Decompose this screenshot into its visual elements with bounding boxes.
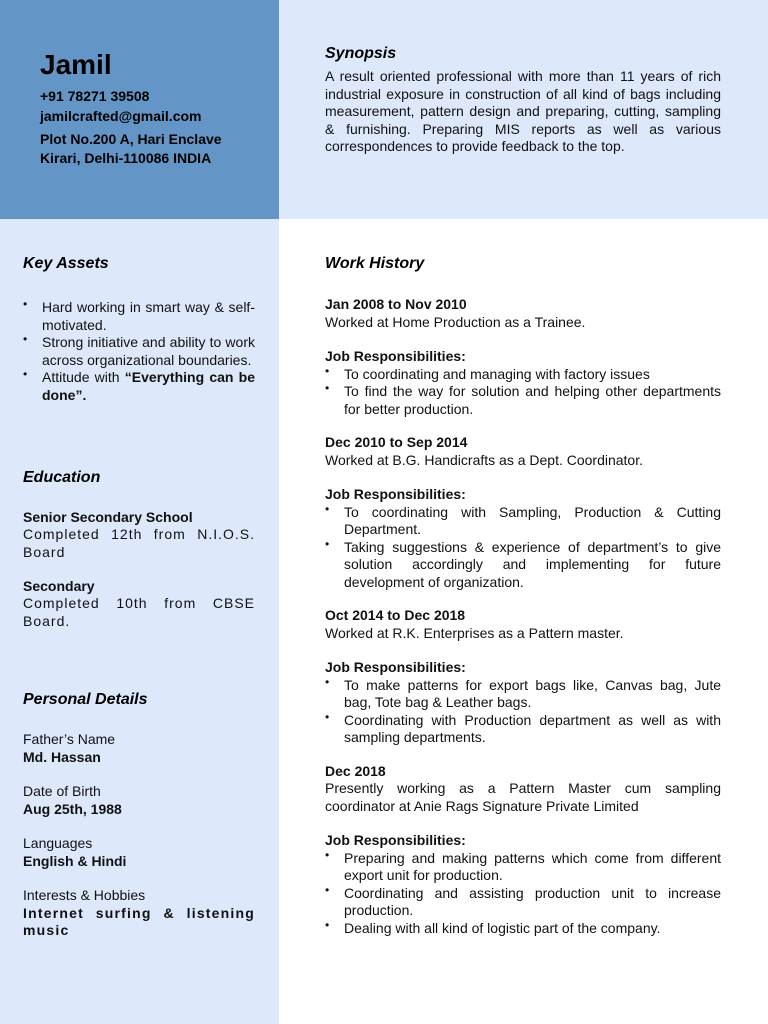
education-entry-title: Secondary bbox=[23, 578, 95, 594]
job-responsibilities-list bbox=[325, 677, 721, 747]
job-entry bbox=[325, 434, 721, 591]
job-entry bbox=[325, 607, 721, 747]
work-history-section bbox=[325, 254, 721, 937]
contact-block bbox=[40, 48, 270, 167]
education-entry bbox=[23, 577, 255, 630]
personal-detail bbox=[23, 835, 255, 870]
dob-label: Date of Birth bbox=[23, 783, 101, 799]
responsibility-item: • To make patterns for export bags like, Canvas bag, Jute bag, Tote bag & Leather bags. bbox=[325, 677, 721, 712]
phone-number: +91 78271 39508 bbox=[40, 88, 150, 104]
education-entry-title: Senior Secondary School bbox=[23, 509, 193, 525]
dob-value: Aug 25th, 1988 bbox=[23, 800, 122, 817]
email-address: jamilcrafted@gmail.com bbox=[40, 108, 202, 124]
languages-value: English & Hindi bbox=[23, 852, 127, 869]
responsibility-item: • Taking suggestions & experience of department’s to give solution accordingly and implementing for future development of organization. bbox=[325, 539, 721, 592]
key-asset-emphasis: “Everything can be done”. bbox=[42, 369, 255, 403]
personal-detail bbox=[23, 887, 255, 940]
job-responsibilities-list bbox=[325, 366, 721, 419]
responsibility-item: • Preparing and making patterns which come from different export unit for production. bbox=[325, 850, 721, 885]
responsibility-item: • To coordinating and managing with factory issues bbox=[325, 366, 721, 384]
job-responsibilities-list bbox=[325, 504, 721, 592]
interests-value: Internet surfing & listening music bbox=[23, 904, 255, 938]
responsibility-item: • Dealing with all kind of logistic part of the company. bbox=[325, 920, 721, 938]
education-title: Education bbox=[23, 469, 101, 486]
job-responsibilities-title: Job Responsibilities: bbox=[325, 659, 466, 675]
job-entry bbox=[325, 296, 721, 418]
responsibility-item: • To coordinating with Sampling, Production & Cutting Department. bbox=[325, 504, 721, 539]
education-section bbox=[23, 468, 255, 630]
responsibility-item: • Coordinating with Production department as well as with sampling departments. bbox=[325, 712, 721, 747]
responsibility-item: • Coordinating and assisting production unit to increase production. bbox=[325, 885, 721, 920]
fathers-name-label: Father’s Name bbox=[23, 731, 116, 747]
job-responsibilities-title: Job Responsibilities: bbox=[325, 832, 466, 848]
job-description: Worked at R.K. Enterprises as a Pattern master. bbox=[325, 624, 624, 641]
job-responsibilities-list bbox=[325, 850, 721, 938]
synopsis-text: A result oriented professional with more than 11 years of rich industrial exposure in construction of all kind of bags including measurement, pattern design and preparing, cutting, sampling & furnishing. Preparing MIS reports as well as various correspondences to provide feedback to the top. bbox=[325, 68, 721, 154]
job-period: Jan 2008 to Nov 2010 bbox=[325, 296, 467, 312]
education-entry-text: Completed 12th from N.I.O.S. Board bbox=[23, 526, 255, 560]
key-asset-item bbox=[23, 299, 255, 334]
responsibility-item: • To find the way for solution and helping other departments for better production. bbox=[325, 383, 721, 418]
candidate-name: Jamil bbox=[40, 49, 112, 80]
job-responsibilities-title: Job Responsibilities: bbox=[325, 348, 466, 364]
personal-detail bbox=[23, 731, 255, 766]
languages-label: Languages bbox=[23, 835, 93, 851]
job-description: Presently working as a Pattern Master cum sampling coordinator at Anie Rags Signature Private Limited bbox=[325, 780, 721, 814]
fathers-name-value: Md. Hassan bbox=[23, 748, 101, 765]
education-entry-text: Completed 10th from CBSE Board. bbox=[23, 595, 255, 629]
key-asset-text: Strong initiative and ability to work across organizational boundaries. bbox=[42, 334, 255, 368]
job-period: Oct 2014 to Dec 2018 bbox=[325, 607, 466, 623]
personal-details-section bbox=[23, 690, 255, 940]
job-period: Dec 2010 to Sep 2014 bbox=[325, 434, 468, 450]
job-responsibilities-title: Job Responsibilities: bbox=[325, 486, 466, 502]
address-line-1: Plot No.200 A, Hari Enclave bbox=[40, 131, 222, 147]
key-asset-text: Attitude with bbox=[42, 369, 125, 385]
synopsis-section bbox=[325, 44, 721, 156]
work-history-title: Work History bbox=[325, 255, 425, 272]
job-period: Dec 2018 bbox=[325, 762, 386, 779]
personal-detail bbox=[23, 783, 255, 818]
job-description: Worked at B.G. Handicrafts as a Dept. Coordinator. bbox=[325, 451, 644, 468]
key-asset-item bbox=[23, 369, 255, 404]
key-assets-list bbox=[23, 299, 255, 404]
key-asset-item bbox=[23, 334, 255, 369]
interests-label: Interests & Hobbies bbox=[23, 887, 146, 903]
job-description: Worked at Home Production as a Trainee. bbox=[325, 313, 586, 330]
key-assets-section bbox=[23, 254, 255, 404]
key-assets-title: Key Assets bbox=[23, 255, 109, 272]
personal-details-title: Personal Details bbox=[23, 691, 148, 708]
job-entry bbox=[325, 763, 721, 938]
synopsis-title: Synopsis bbox=[325, 45, 397, 62]
address-line-2: Kirari, Delhi-110086 INDIA bbox=[40, 150, 212, 166]
education-entry bbox=[23, 508, 255, 561]
key-asset-text: Hard working in smart way & self-motivated. bbox=[42, 299, 255, 333]
